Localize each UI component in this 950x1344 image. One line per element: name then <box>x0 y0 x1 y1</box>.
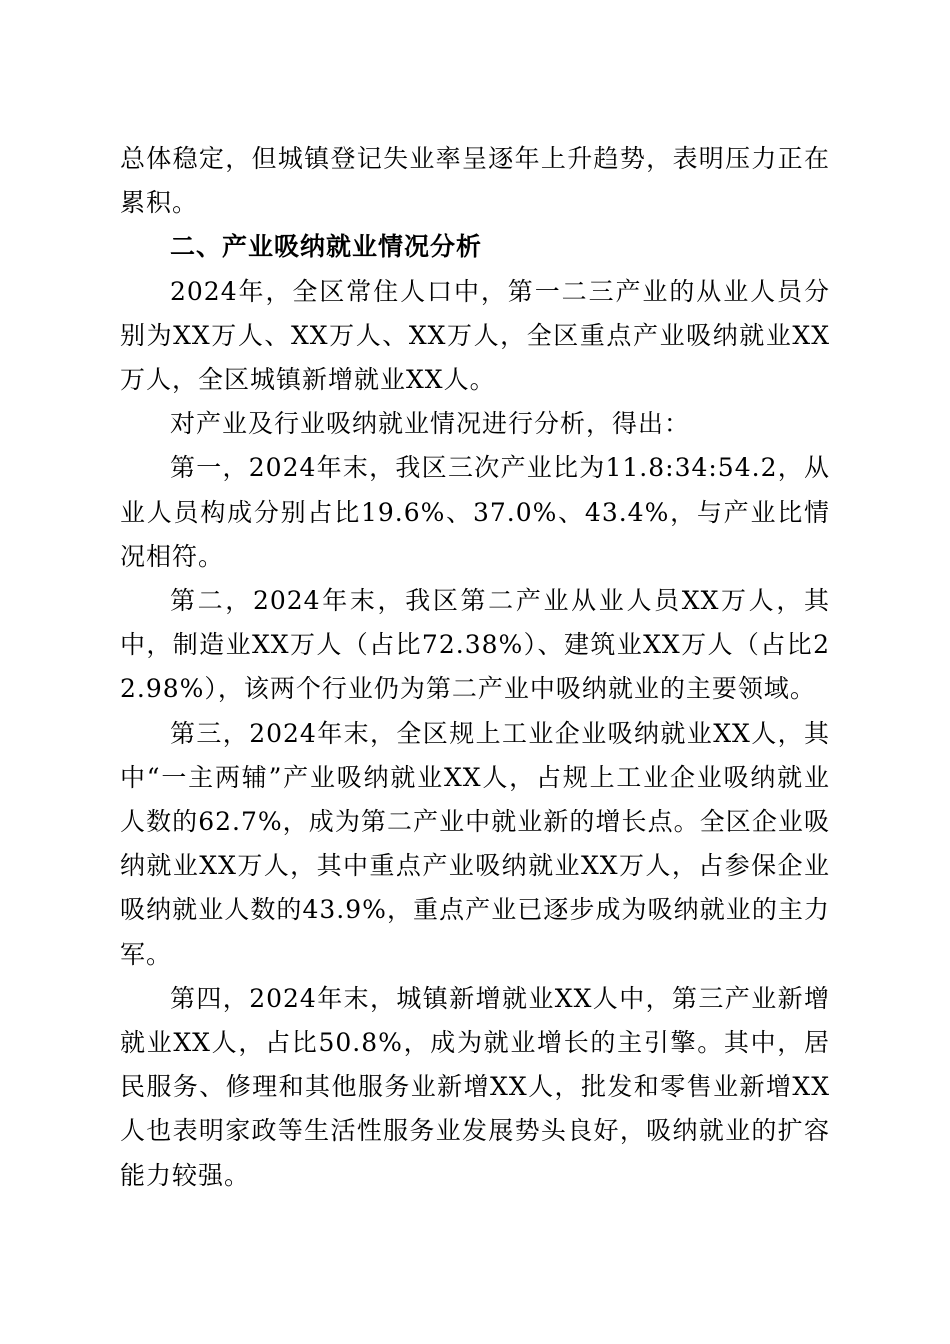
paragraph-point-4: 第四，2024年末，城镇新增就业XX人中，第三产业新增就业XX人，占比50.8%，成为就业增长的主引擎。其中，居民服务、修理和其他服务业新增XX人，批发和零售业新增XX人也表明家政等生活性服务业发展势头良好，吸纳就业的扩容能力较强。 <box>120 983 830 1190</box>
paragraph-intro: 对产业及行业吸纳就业情况进行分析，得出： <box>170 409 691 439</box>
paragraph-point-1: 第一，2024年末，我区三次产业比为11.8:34:54.2，从业人员构成分别占比19.6%、37.0%、43.4%，与产业比情况相符。 <box>120 453 830 571</box>
paragraph-point-3: 第三，2024年末，全区规上工业企业吸纳就业XX人，其中“一主两辅”产业吸纳就业XX人，占规上工业企业吸纳就业人数的62.7%，成为第二产业中就业新的增长点。全区企业吸纳就业XX万人，其中重点产业吸纳就业XX万人，占参保企业吸纳就业人数的43.9%，重点产业已逐步成为吸纳就业的主力军。 <box>120 718 830 969</box>
paragraph-overview: 2024年，全区常住人口中，第一二三产业的从业人员分别为XX万人、XX万人、XX万人，全区重点产业吸纳就业XX万人，全区城镇新增就业XX人。 <box>120 276 830 395</box>
paragraph-continuation: 总体稳定，但城镇登记失业率呈逐年上升趋势，表明压力正在累积。 <box>120 144 830 218</box>
paragraph-point-2: 第二，2024年末，我区第二产业从业人员XX万人，其中，制造业XX万人（占比72.38%）、建筑业XX万人（占比22.98%），该两个行业仍为第二产业中吸纳就业的主要领域。 <box>120 586 830 704</box>
section-heading: 二、产业吸纳就业情况分析 <box>170 232 483 262</box>
document-page <box>120 137 830 1198</box>
